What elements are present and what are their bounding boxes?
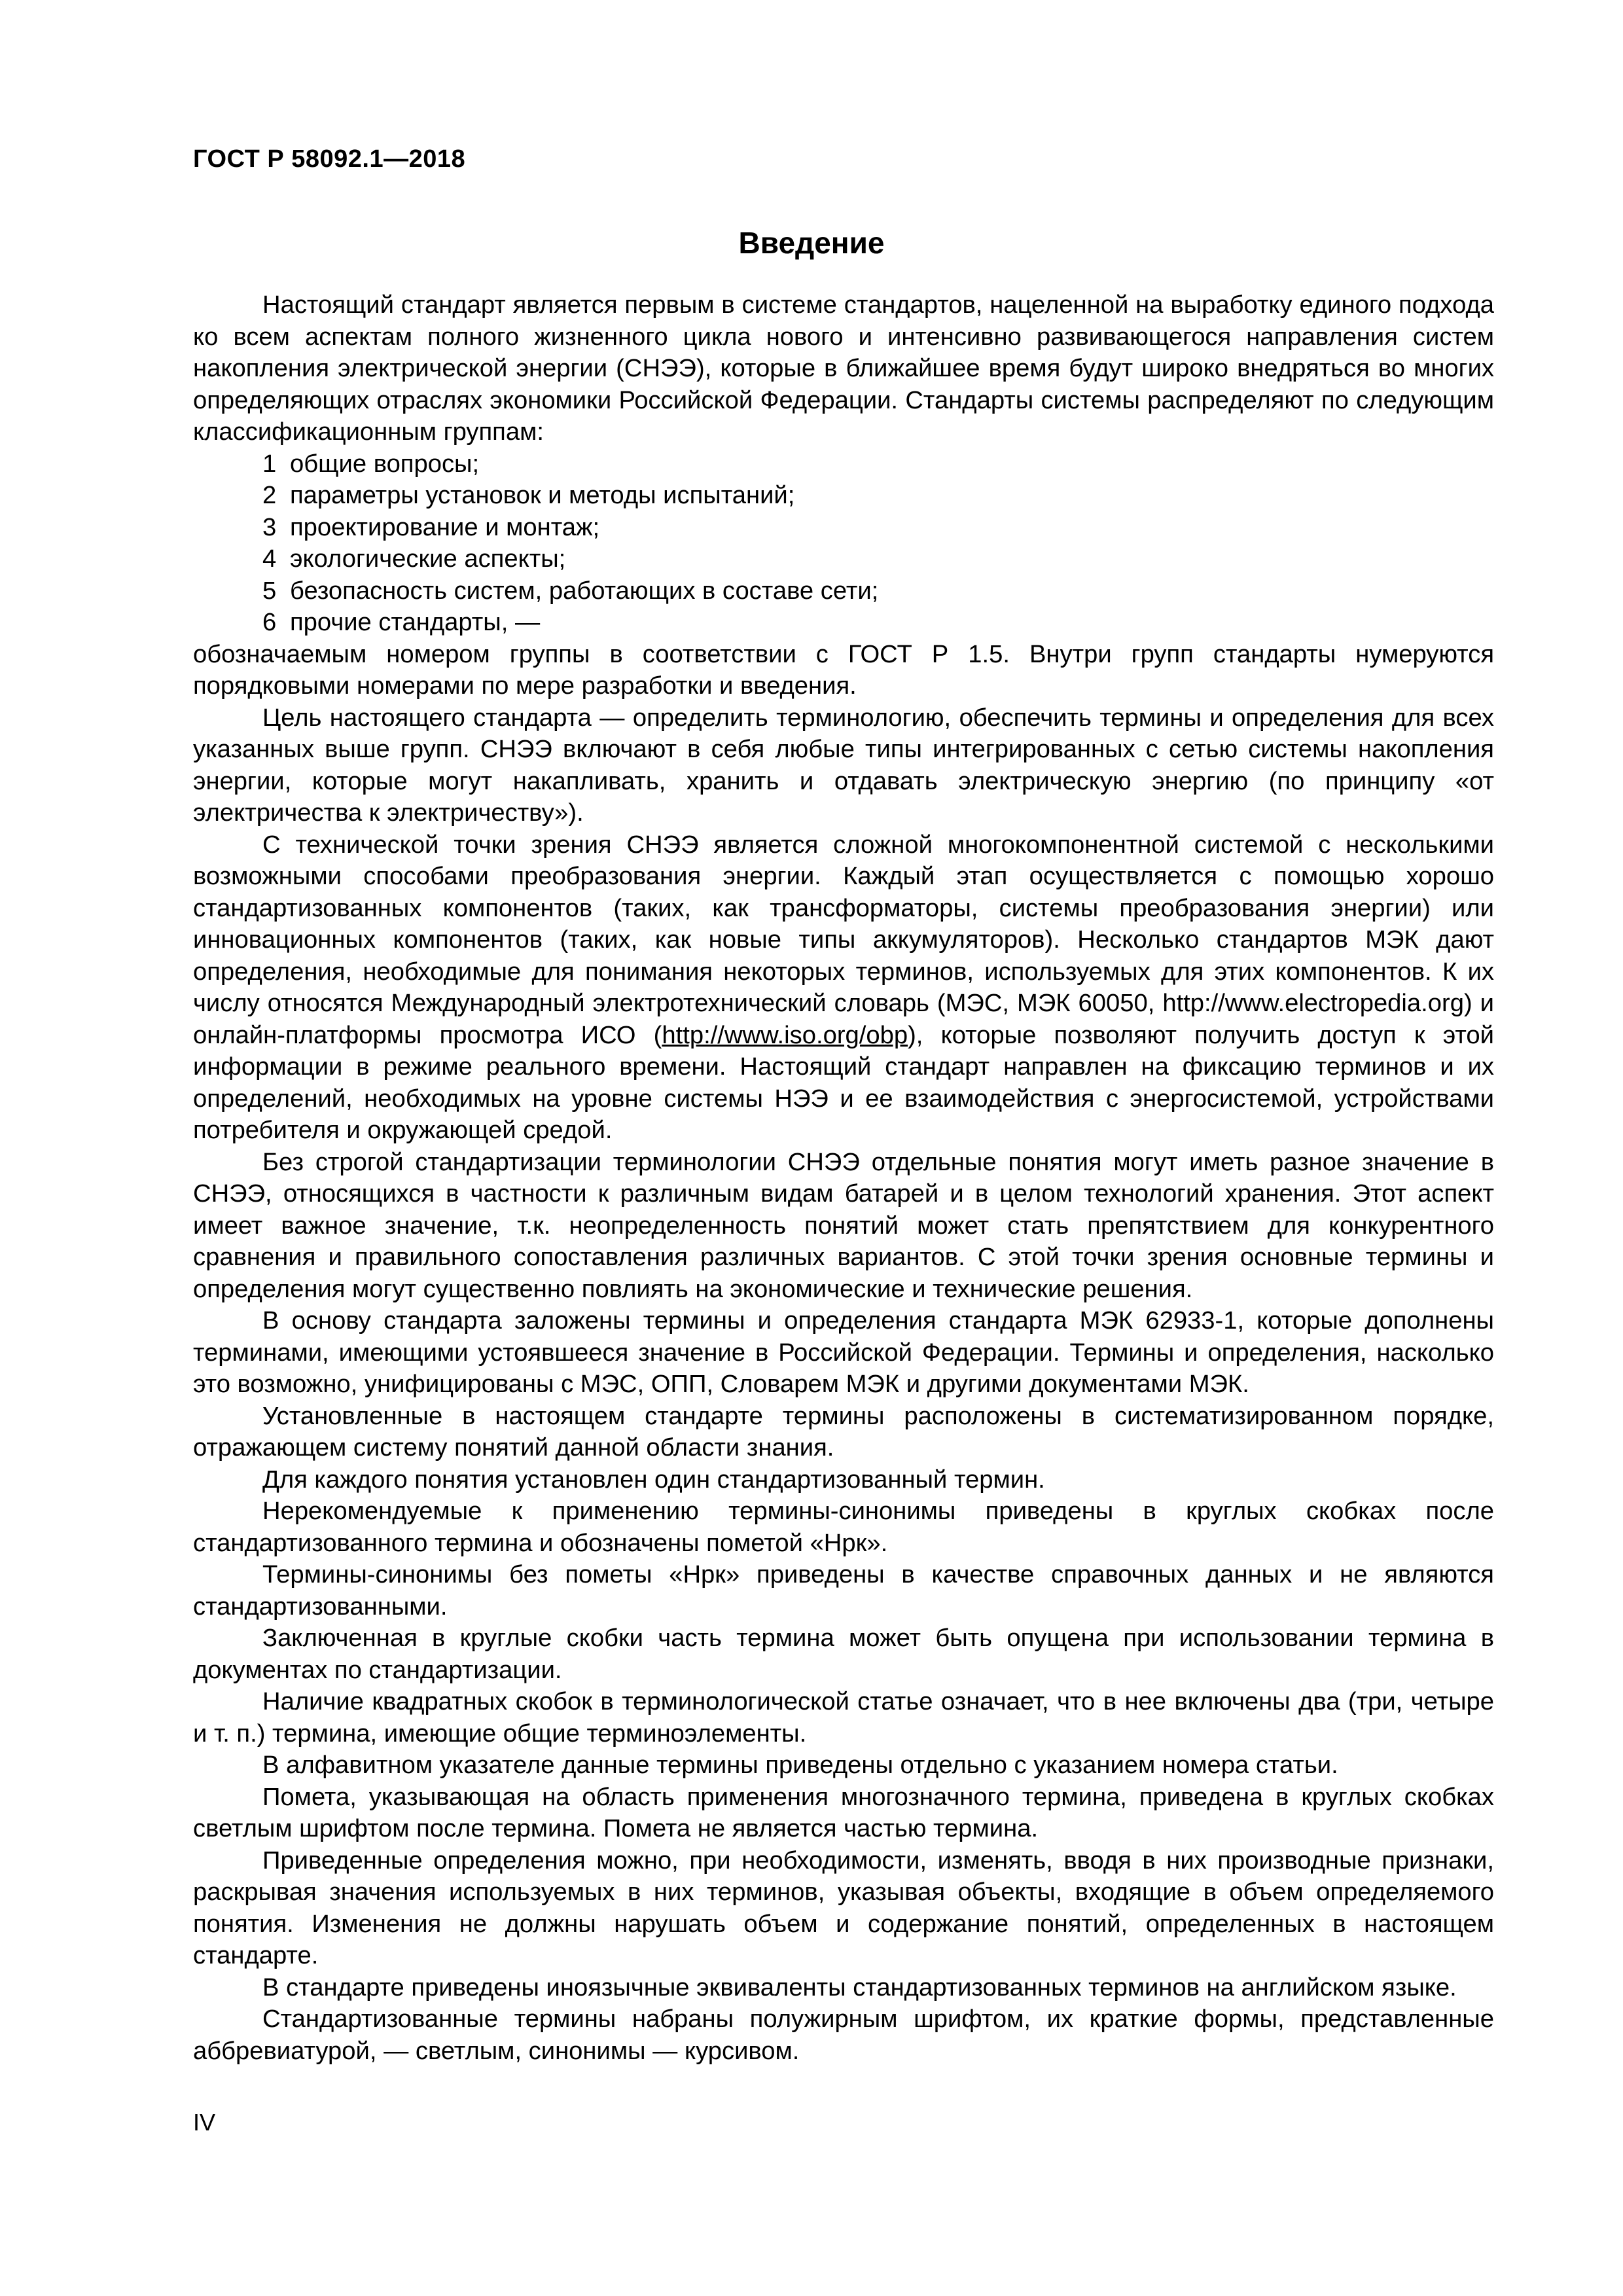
page-title: Введение [738,226,885,260]
list-item-number: 6 [262,608,277,636]
document-header-standard-code: ГОСТ Р 58092.1—2018 [193,145,466,173]
list-item-text: параметры установок и методы испытаний; [290,481,795,509]
document-body [193,289,1494,2067]
list-item [193,448,1494,480]
paragraph-10: Термины-синонимы без пометы «Нрк» приведены в качестве справочных данных и не являются стандартизованными. [193,1560,1494,1621]
paragraph-6: В основу стандарта заложены термины и определения стандарта МЭК 62933-1, которые дополнены терминами, имеющими устоявшееся значение в Российской Федерации. Термины и определения, насколько это возможно, унифицированы с МЭС, ОПП, Словарем МЭК и другими документами МЭК. [193,1306,1494,1398]
paragraph-17: Стандартизованные термины набраны полужирным шрифтом, их краткие формы, представленные аббревиатурой, — светлым, синонимы — курсивом. [193,2005,1494,2065]
paragraph-2: обозначаемым номером группы в соответствии с ГОСТ Р 1.5. Внутри групп стандарты нумеруются порядковыми номерами по мере разработки и введения. [193,639,1494,700]
list-item-text: экологические аспекты; [290,545,566,573]
page-number: IV [193,2109,216,2136]
paragraph-4 [193,829,1494,1147]
list-item [193,575,1494,607]
list-item-number: 4 [262,545,277,573]
list-item-text: общие вопросы; [290,449,480,478]
list-item-text: проектирование и монтаж; [290,512,600,541]
paragraph-4-text-start: С технической точки зрения СНЭЭ является сложной многокомпонентной системой с несколькими возможными способами преобразования энергии. Каждый этап осуществляется с помощью хорошо стандартизованных компонентов (таких, как трансформаторы, системы преобразования энергии) или инновационных компонентов (таких, как новые типы аккумуляторов). Несколько стандартов МЭК дают определения, необходимые для понимания некоторых терминов, используемых для этих компонентов. К их числу относятся Международный электротехнический словарь (МЭС, МЭК 60050, http://www.electropedia.org) и онлайн-платформы просмотра ИСО ( [193,830,1494,1049]
paragraph-13: В алфавитном указателе данные термины приведены отдельно с указанием номера статьи. [262,1751,1338,1779]
list-item-number: 2 [262,481,277,509]
classification-group-list [193,448,1494,639]
paragraph-9: Нерекомендуемые к применению термины-синонимы приведены в круглых скобках после стандартизованного термина и обозначены пометой «Нрк». [193,1497,1494,1557]
paragraph-14: Помета, указывающая на область применения многозначного термина, приведена в круглых скобках светлым шрифтом после термина. Помета не является частью термина. [193,1782,1494,1842]
paragraph-4-text-end: ), которые позволяют получить доступ к этой информации в режиме реального времени. Настоящий стандарт направлен на фиксацию терминов и их определений, необходимых на уровне системы НЭЭ и ее взаимодействия с энергосистемой, устройствами потребителя и окружающей средой. [193,1020,1494,1144]
iso-obp-link[interactable]: http://www.iso.org/obp [662,1020,908,1049]
list-item-text: прочие стандарты, — [290,608,541,636]
list-item [193,512,1494,544]
list-item [193,607,1494,639]
list-item [193,543,1494,575]
paragraph-12: Наличие квадратных скобок в терминологической статье означает, что в нее включены два (три, четыре и т. п.) термина, имеющие общие терминоэлементы. [193,1687,1494,1748]
list-item [193,480,1494,512]
paragraph-5: Без строгой стандартизации терминологии СНЭЭ отдельные понятия могут иметь разное значение в СНЭЭ, относящихся в частности к различным видам батарей и в целом технологий хранения. Этот аспект имеет важное значение, т.к. неопределенность понятий может стать препятствием для конкурентного сравнения и правильного сопоставления различных вариантов. С этой точки зрения основные термины и определения могут существенно повлиять на экономические и технические решения. [193,1147,1494,1303]
paragraph-16: В стандарте приведены иноязычные эквиваленты стандартизованных терминов на английском языке. [262,1973,1457,2001]
paragraph-3: Цель настоящего стандарта — определить терминологию, обеспечить термины и определения для всех указанных выше групп. СНЭЭ включают в себя любые типы интегрированных с сетью системы накопления энергии, которые могут накапливать, хранить и отдавать электрическую энергию (по принципу «от электричества к электричеству»). [193,703,1494,827]
paragraph-11: Заключенная в круглые скобки часть термина может быть опущена при использовании термина в документах по стандартизации. [193,1624,1494,1684]
list-item-number: 1 [262,449,277,478]
list-item-number: 5 [262,576,277,605]
paragraph-1: Настоящий стандарт является первым в системе стандартов, нацеленной на выработку единого подхода ко всем аспектам полного жизненного цикла нового и интенсивно развивающегося направления систем накопления электрической энергии (СНЭЭ), которые в ближайшее время будут широко внедряться во многих определяющих отраслях экономики Российской Федерации. Стандарты системы распределяют по следующим классификационным группам: [193,291,1494,446]
paragraph-7: Установленные в настоящем стандарте термины расположены в систематизированном порядке, отражающем систему понятий данной области знания. [193,1401,1494,1462]
list-item-number: 3 [262,512,277,541]
paragraph-8: Для каждого понятия установлен один стандартизованный термин. [262,1465,1045,1494]
paragraph-15: Приведенные определения можно, при необходимости, изменять, вводя в них производные признаки, раскрывая значения используемых в них терминов, указывая объекты, входящие в объем определяемого понятия. Изменения не должны нарушать объем и содержание понятий, определенных в настоящем стандарте. [193,1846,1494,1969]
list-item-text: безопасность систем, работающих в составе сети; [290,576,879,605]
